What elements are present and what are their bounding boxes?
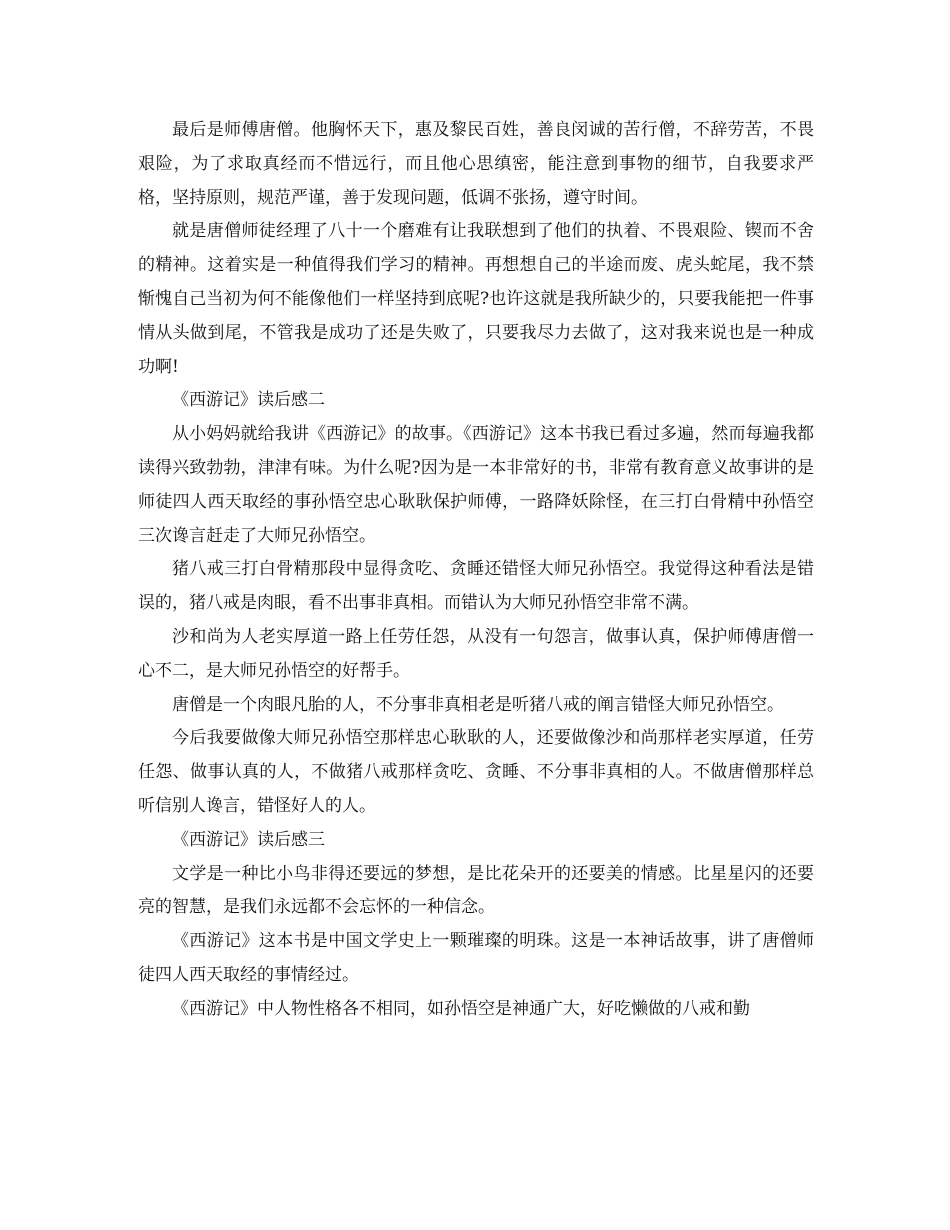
paragraph-3: 从小妈妈就给我讲《西游记》的故事。《西游记》这本书我已看过多遍，然而每遍我都读得兴致勃勃，津津有味。为什么呢?因为是一本非常好的书，非常有教育意义故事讲的是师徒四人西天取经的事孙悟空忠心耿耿保护师傅，一路降妖除怪，在三打白骨精中孙悟空三次谗言赶走了大师兄孙悟空。 <box>138 424 814 546</box>
document-body <box>138 114 814 1027</box>
paragraph-7: 今后我要做像大师兄孙悟空那样忠心耿耿的人，还要做像沙和尚那样老实厚道，任劳任怨、做事认真的人，不做猪八戒那样贪吃、贪睡、不分事非真相的人。不做唐僧那样总听信别人谗言，错怪好人的人。 <box>138 728 814 816</box>
paragraph-6: 唐僧是一个肉眼凡胎的人，不分事非真相老是听猪八戒的阐言错怪大师兄孙悟空。 <box>172 694 784 715</box>
paragraph-4: 猪八戒三打白骨精那段中显得贪吃、贪睡还错怪大师兄孙悟空。我觉得这种看法是错误的，猪八戒是肉眼，看不出事非真相。而错认为大师兄孙悟空非常不满。 <box>138 559 814 614</box>
section-heading-2: 《西游记》读后感二 <box>172 390 325 411</box>
paragraph-9: 《西游记》这本书是中国文学史上一颗璀璨的明珠。这是一本神话故事，讲了唐僧师徒四人西天取经的事情经过。 <box>138 931 814 985</box>
paragraph-2: 就是唐僧师徒经理了八十一个磨难有让我联想到了他们的执着、不畏艰险、锲而不舍的精神。这着实是一种值得我们学习的精神。再想想自己的半途而废、虎头蛇尾，我不禁惭愧自己当初为何不能像他们一样坚持到底呢?也许这就是我所缺少的，只要我能把一件事情从头做到尾，不管我是成功了还是失败了，只要我尽力去做了，这对我来说也是一种成功啊! <box>138 221 814 377</box>
section-heading-3: 《西游记》读后感三 <box>172 829 325 850</box>
paragraph-10: 《西游记》中人物性格各不相同，如孙悟空是神通广大，好吃懒做的八戒和勤 <box>172 998 750 1019</box>
paragraph-8: 文学是一种比小鸟非得还要远的梦想，是比花朵开的还要美的情感。比星星闪的还要亮的智慧，是我们永远都不会忘怀的一种信念。 <box>138 863 814 918</box>
paragraph-5: 沙和尚为人老实厚道一路上任劳任怨，从没有一句怨言，做事认真，保护师傅唐僧一心不二，是大师兄孙悟空的好帮手。 <box>138 626 814 681</box>
paragraph-1: 最后是师傅唐僧。他胸怀天下，惠及黎民百姓，善良闵诚的苦行僧，不辞劳苦，不畏艰险，为了求取真经而不惜远行，而且他心思缜密，能注意到事物的细节，自我要求严格，坚持原则，规范严谨，善于发现问题，低调不张扬，遵守时间。 <box>138 120 814 208</box>
